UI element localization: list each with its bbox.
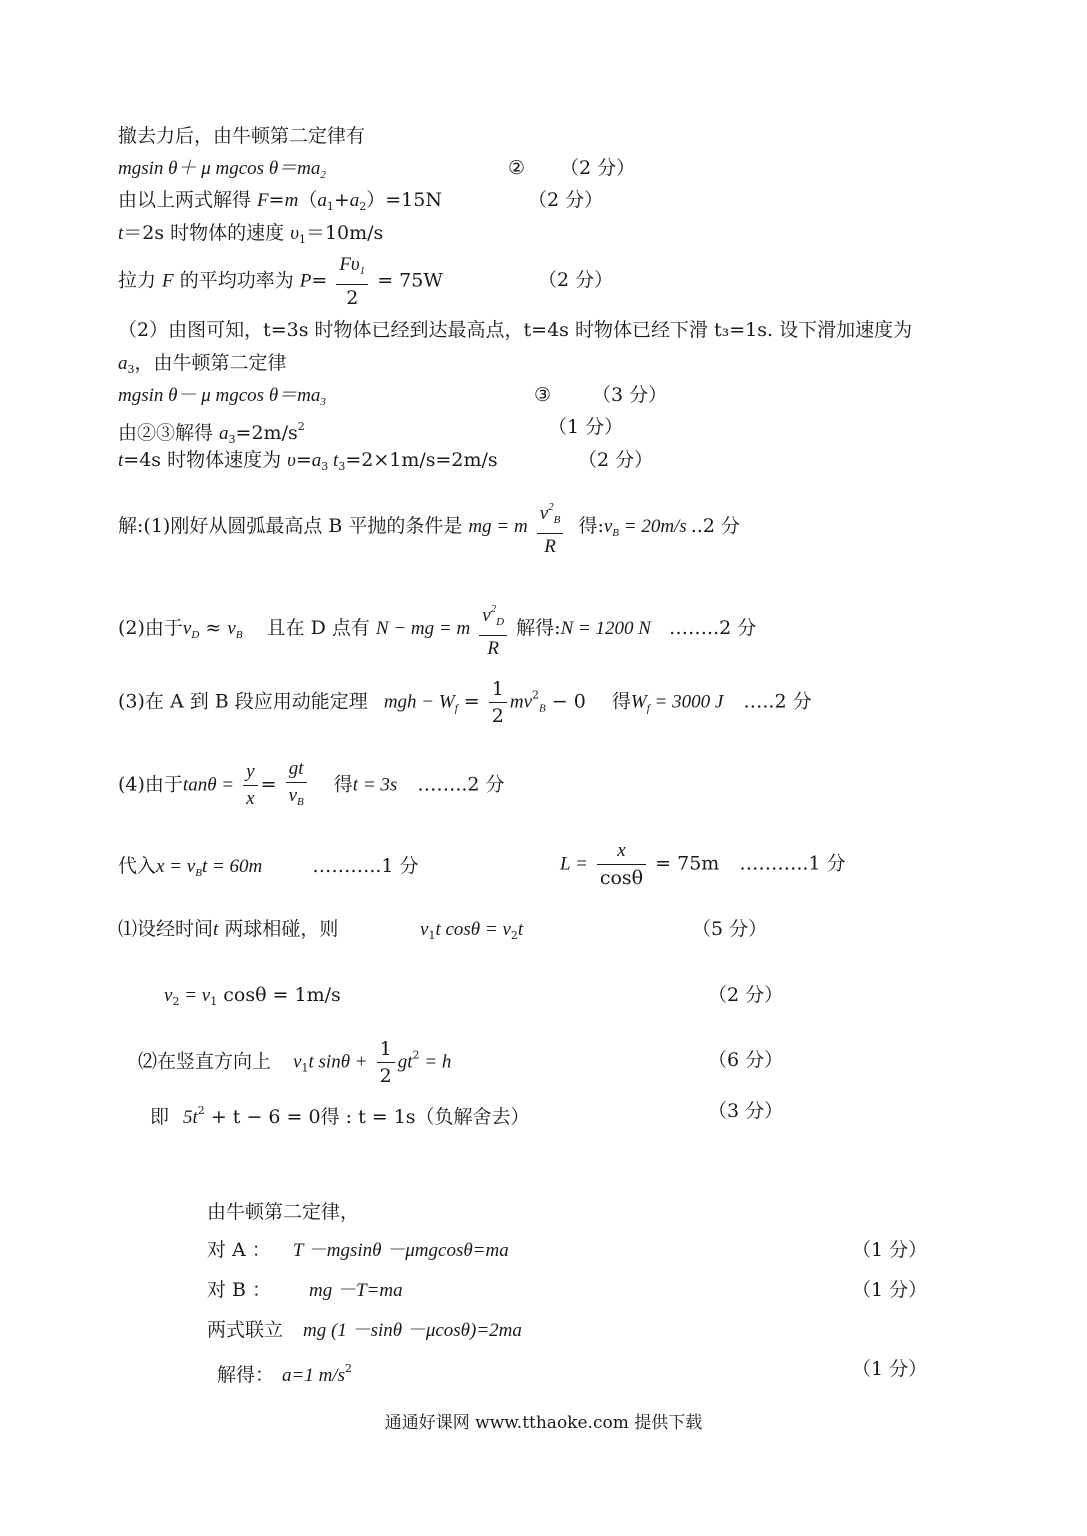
score: （2 分）	[538, 269, 614, 291]
part-1-line: ⑴设经时间t 两球相碰，则	[118, 918, 339, 940]
line-4: t＝2s 时物体的速度 $\upsilon_1=10m/s$	[118, 222, 384, 246]
fraction: $\frac{1}{2}$	[377, 1036, 395, 1089]
equation: mgsin θ＋ μ mgcos θ＝ma	[118, 158, 321, 179]
score: （3 分）	[708, 1100, 784, 1122]
score: （1 分）	[852, 1239, 928, 1261]
score: （1 分）	[852, 1358, 928, 1380]
line-5: 拉力 F 的平均功率为 P= $\frac{F\upsilon_1}{2}$ = 75W	[118, 254, 443, 309]
line-1: 撤去力后，由牛顿第二定律有	[118, 125, 366, 147]
solution-line-3: (3)在 A 到 B 段应用动能定理 mgh − $W_f$ = $\frac{1}{2}$ $mv^2_B - 0$ 得$W_f = 3000$ J …..2 分	[118, 678, 812, 727]
fraction: $\frac{y}{x}$	[243, 759, 257, 812]
part-2-line: ⑵在竖直方向上 $v_1t$ sinθ + $\frac{1}{2}$ $gt^2 = h$	[138, 1038, 452, 1087]
score: （1 分）	[852, 1279, 928, 1301]
equation-mark: ②	[508, 157, 526, 179]
line-3: 由以上两式解得 $F=m(a_1+a_2)=15N$	[118, 189, 442, 213]
part-2-result: 即 $5t^2 + t - 6 = 0$得 : t = 1s（负解舍去）	[150, 1104, 530, 1128]
line-7: $a_3$，由牛顿第二定律	[118, 352, 287, 376]
score: （6 分）	[708, 1049, 784, 1071]
line-9: 由②③解得 $a_3=2m/s^2$	[118, 420, 305, 446]
fraction: $\frac{v^2_B}{R}$	[537, 494, 564, 560]
section-4-line-1: 由牛顿第二定律，	[207, 1201, 360, 1223]
fraction: $\frac{v^2_D}{R}$	[479, 596, 507, 662]
solution-line-5b: L = $\frac{x}{\cos\theta}$ = 75m ………..1 分	[560, 840, 846, 889]
equation-mark: ③	[534, 384, 552, 406]
footer-watermark: 通通好课网 www.tthaoke.com 提供下载	[384, 1413, 703, 1433]
fraction: $\frac{gt}{v_B}$	[286, 756, 307, 815]
section-4-line-2: 对 A ： T －mgsinθ －μmgcosθ=ma	[207, 1239, 509, 1261]
line-2: mgsin θ＋ μ mgcos $\theta=ma_2$	[118, 158, 326, 181]
solution-line-1: 解:(1)刚好从圆弧最高点 B 平抛的条件是 mg = m $\frac{v^2_B}{R}$ 得$:v_B = 20m/s$ ..2 分	[118, 494, 740, 560]
part-1-result: $v_2 = v_1$ cosθ = 1m/s	[164, 984, 341, 1008]
score: （5 分）	[692, 918, 768, 940]
part-1-eq: $v_1t$ $\cos\theta = v_2t$	[420, 919, 524, 942]
score: （2 分）	[708, 984, 784, 1006]
score: （2 分）	[578, 449, 654, 471]
line-8: mgsin θ－ μ mgcos $\theta=ma_3$	[118, 385, 326, 408]
score: （2 分）	[528, 189, 604, 211]
section-4-line-3: 对 B ： mg －T=ma	[207, 1279, 403, 1301]
score: （1 分）	[548, 416, 624, 438]
score: （2 分）	[560, 157, 636, 179]
line-6: （2）由图可知，t=3s 时物体已经到达最高点，t=4s 时物体已经下滑 t₃=1s. 设下滑加速度为	[118, 319, 913, 341]
section-4-line-4: 两式联立 mg (1 －sinθ －μcosθ)=2ma	[207, 1319, 522, 1341]
fraction: $\frac{1}{2}$	[489, 676, 507, 729]
section-4-line-5: 解得： a=1 $m/s^2$	[217, 1362, 352, 1386]
fraction: $\frac{F\upsilon_1}{2}$	[336, 252, 368, 311]
fraction: $\frac{x}{\cos\theta}$	[597, 838, 646, 891]
line-10: t=4s 时物体速度为 $\upsilon=a_3$ $t_3=2\times 1m/s=2m/s$	[118, 449, 498, 473]
score: （3 分）	[592, 384, 668, 406]
solution-line-4: (4)由于tanθ = $\frac{y}{x}$ = $\frac{gt}{v_B}$ 得t = 3s ……..2 分	[118, 756, 505, 815]
solution-line-5: 代入$x = v_Bt = 60m$ ………..1 分	[118, 855, 419, 879]
solution-line-2: (2)由于$v_D \approx v_B$ 且在 D 点有 N − mg = m $\frac{v^2_D}{R}$ 解得:N = 1200 N ……..2 分	[118, 596, 756, 662]
